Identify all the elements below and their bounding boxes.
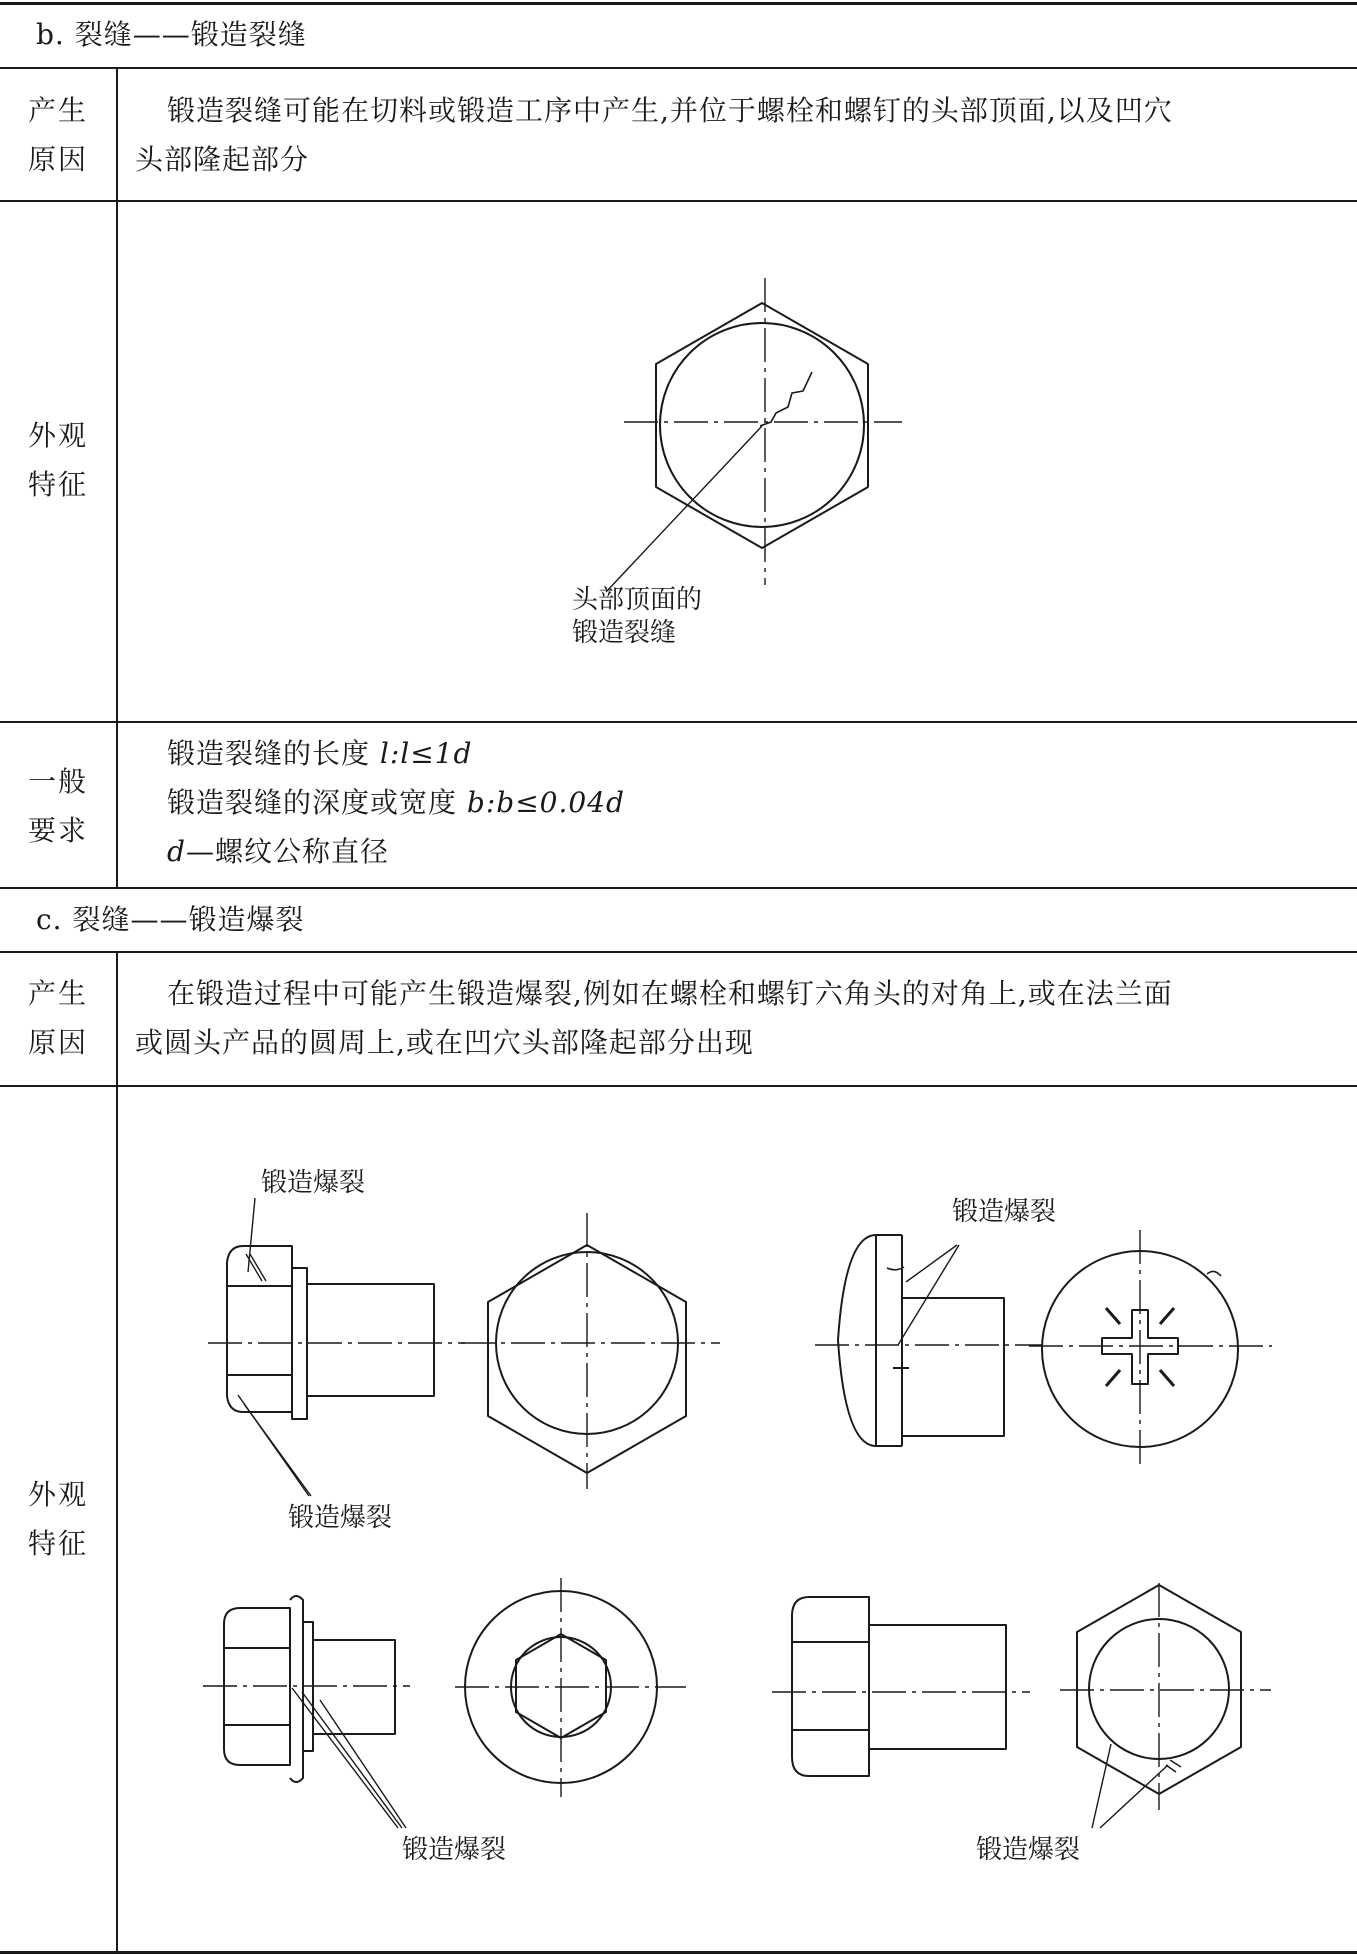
hex-flange-side-view: [203, 1596, 410, 1782]
section-c-cause-line2: 或圆头产品的圆周上,或在凹穴头部隆起部分出现: [135, 1026, 754, 1059]
callout-label: 锻造爆裂: [261, 1168, 366, 1198]
leader-line: [898, 1245, 959, 1345]
section-b-requirements-label: 一般 要求: [27, 765, 88, 847]
section-b-cause-line1: 锻造裂缝可能在切料或锻造工序中产生,并位于螺栓和螺钉的头部顶面,以及凹穴: [167, 94, 1173, 127]
hex-head-front-view-2: [1060, 1583, 1271, 1810]
callout-label: 锻造爆裂: [402, 1835, 507, 1865]
section-b-heading: b. 裂缝——锻造裂缝: [36, 18, 307, 51]
hex-bolt-side-view: [772, 1597, 1030, 1776]
section-c-cause-label: 产生 原因: [27, 977, 88, 1059]
hex-head-top-view: [624, 278, 902, 585]
cross-recess-front-view: [1029, 1230, 1272, 1466]
section-b-appearance-label: 外观 特征: [27, 419, 88, 501]
flange-bolt-side-view: [208, 1246, 465, 1419]
callout-label: 锻造爆裂: [288, 1503, 393, 1533]
callout-label: 锻造爆裂: [952, 1197, 1057, 1227]
section-c-heading: c. 裂缝——锻造爆裂: [36, 903, 305, 936]
section-b-cause-label: 产生 原因: [27, 94, 88, 176]
requirement-crack-depth: 锻造裂缝的深度或宽度 b:b≤0.04d: [167, 786, 625, 819]
leader-line: [320, 1700, 406, 1828]
hex-flange-front-view: [455, 1578, 686, 1797]
section-c-cause-line1: 在锻造过程中可能产生锻造爆裂,例如在螺栓和螺钉六角头的对角上,或在法兰面: [167, 977, 1173, 1010]
section-b-cause-line2: 头部隆起部分: [135, 143, 310, 176]
leader-line: [244, 1404, 311, 1496]
leader-line: [606, 426, 762, 592]
requirement-d-definition: d—螺纹公称直径: [167, 835, 389, 868]
requirement-crack-length: 锻造裂缝的长度 l:l≤1d: [167, 737, 473, 770]
leader-line: [302, 1692, 402, 1828]
callout-label: 锻造爆裂: [976, 1835, 1081, 1865]
figure-caption: 头部顶面的: [572, 585, 703, 615]
pan-head-side-view: [815, 1235, 1042, 1446]
leader-line: [292, 1688, 398, 1828]
leader-line: [906, 1245, 957, 1282]
section-c-appearance-label: 外观 特征: [27, 1478, 88, 1560]
leader-line: [1100, 1765, 1168, 1828]
hex-head-front-view: [461, 1213, 720, 1489]
figure-caption: 锻造裂缝: [572, 618, 677, 648]
forging-crack: [760, 372, 812, 426]
